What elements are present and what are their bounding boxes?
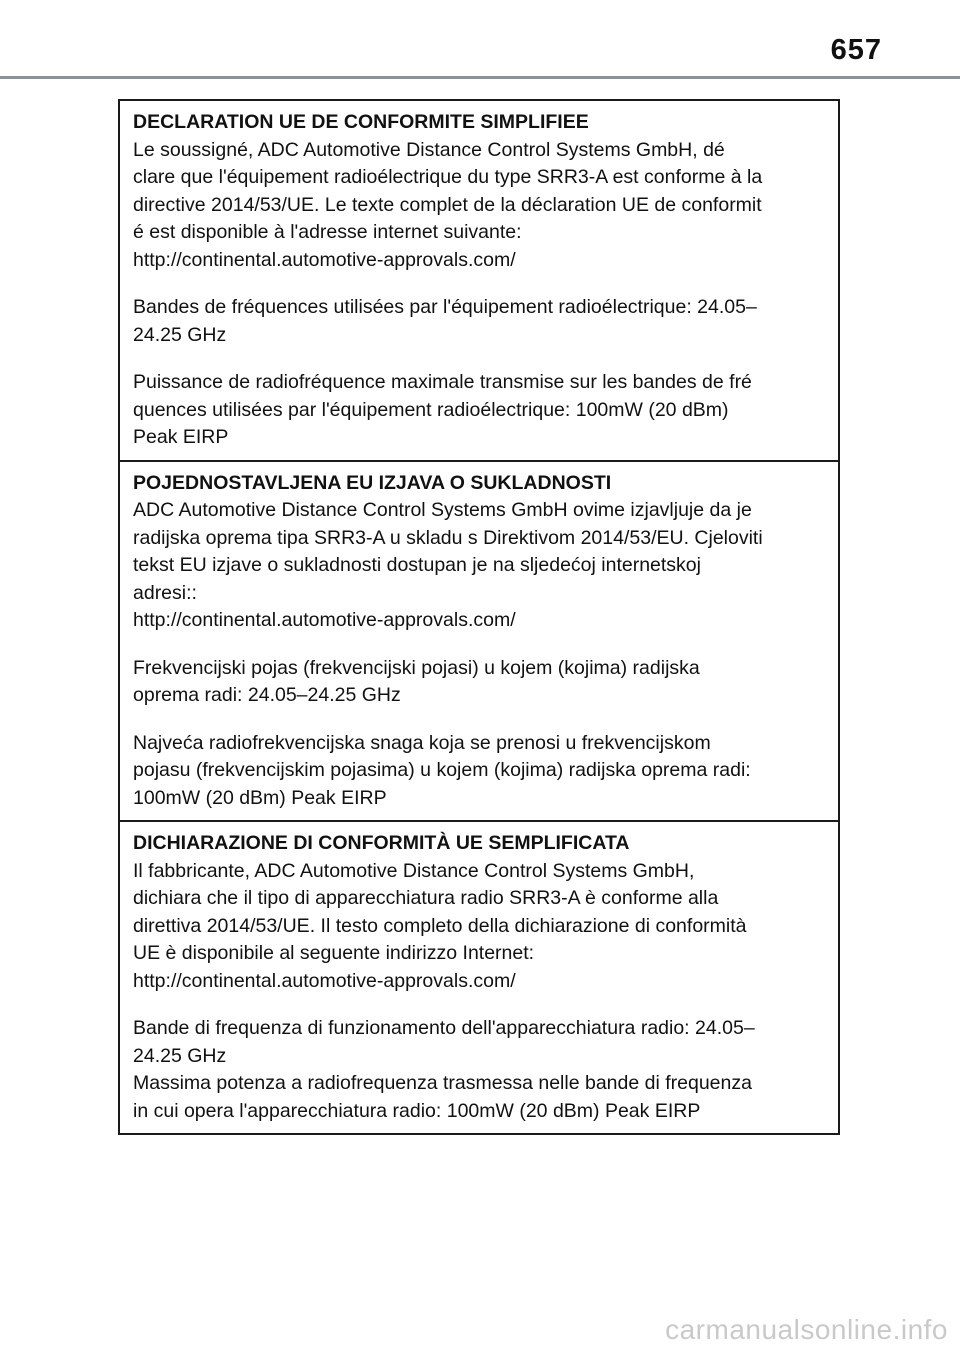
text-line: quences utilisées par l'équipement radioélectrique: 100mW (20 dBm) bbox=[133, 398, 729, 421]
paragraph bbox=[133, 655, 824, 710]
paragraph bbox=[133, 497, 824, 635]
text-line: 100mW (20 dBm) Peak EIRP bbox=[133, 786, 387, 809]
text-line: UE è disponibile al seguente indirizzo Internet: bbox=[133, 942, 535, 964]
text-line: in cui opera l'apparecchiatura radio: 100mW (20 dBm) Peak EIRP bbox=[133, 1099, 701, 1122]
paragraph bbox=[133, 1015, 824, 1125]
paragraph bbox=[133, 294, 824, 349]
header-rule bbox=[0, 76, 960, 79]
declarations-table bbox=[118, 99, 840, 1135]
text-line: oprema radi: 24.05–24.25 GHz bbox=[133, 684, 401, 706]
declaration-section-hr bbox=[120, 460, 838, 821]
paragraph-gap bbox=[133, 349, 824, 369]
text-line: Bandes de fréquences utilisées par l'équipement radioélectrique: 24.05– bbox=[133, 296, 757, 318]
url-text: http://continental.automotive-approvals.com/ bbox=[133, 248, 516, 271]
text-line: Il fabbricante, ADC Automotive Distance Control Systems GmbH, bbox=[133, 859, 695, 882]
text-line: ADC Automotive Distance Control Systems GmbH ovime izjavljuje da je bbox=[133, 499, 752, 521]
text-line: Najveća radiofrekvencijska snaga koja se prenosi u frekvencijskom bbox=[133, 731, 711, 754]
text-line: tekst EU izjave o sukladnosti dostupan je na sljedećoj internetskoj bbox=[133, 554, 701, 576]
text-line: clare que l'équipement radioélectrique du type SRR3-A est conforme à la bbox=[133, 166, 763, 188]
text-line: directive 2014/53/UE. Le texte complet de la déclaration UE de conformit bbox=[133, 193, 762, 216]
paragraph-gap bbox=[133, 274, 824, 294]
page-number: 657 bbox=[830, 34, 882, 66]
text-line: Le soussigné, ADC Automotive Distance Control Systems GmbH, dé bbox=[133, 138, 725, 161]
section-title: POJEDNOSTAVLJENA EU IZJAVA O SUKLADNOSTI bbox=[133, 471, 612, 494]
text-line: 24.25 GHz bbox=[133, 1044, 227, 1067]
section-title: DICHIARAZIONE DI CONFORMITÀ UE SEMPLIFICATA bbox=[133, 832, 630, 854]
declaration-section-it bbox=[120, 820, 838, 1133]
text-line: Massima potenza a radiofrequenza trasmessa nelle bande di frequenza bbox=[133, 1072, 752, 1094]
text-line: é est disponible à l'adresse internet suivante: bbox=[133, 221, 522, 243]
watermark: carmanualsonline.info bbox=[665, 1314, 948, 1345]
declaration-section-fr bbox=[120, 101, 838, 460]
text-line: Puissance de radiofréquence maximale transmise sur les bandes de fré bbox=[133, 371, 752, 393]
paragraph-gap bbox=[133, 635, 824, 655]
text-line: adresi:: bbox=[133, 581, 197, 604]
url-text: http://continental.automotive-approvals.com/ bbox=[133, 609, 516, 631]
text-line: pojasu (frekvencijskim pojasima) u kojem (kojima) radijska oprema radi: bbox=[133, 759, 751, 781]
text-line: radijska oprema tipa SRR3-A u skladu s Direktivom 2014/53/EU. Cjeloviti bbox=[133, 526, 763, 549]
text-line: 24.25 GHz bbox=[133, 323, 227, 346]
url-text: http://continental.automotive-approvals.com/ bbox=[133, 969, 516, 992]
paragraph bbox=[133, 137, 824, 275]
paragraph bbox=[133, 369, 824, 452]
text-line: direttiva 2014/53/UE. Il testo completo della dichiarazione di conformità bbox=[133, 914, 747, 937]
paragraph-gap bbox=[133, 710, 824, 730]
paragraph bbox=[133, 858, 824, 996]
text-line: Peak EIRP bbox=[133, 426, 229, 448]
paragraph bbox=[133, 730, 824, 813]
text-line: Bande di frequenza di funzionamento dell'apparecchiatura radio: 24.05– bbox=[133, 1017, 755, 1039]
section-title: DECLARATION UE DE CONFORMITE SIMPLIFIEE bbox=[133, 111, 589, 133]
text-line: dichiara che il tipo di apparecchiatura radio SRR3-A è conforme alla bbox=[133, 887, 719, 909]
text-line: Frekvencijski pojas (frekvencijski pojasi) u kojem (kojima) radijska bbox=[133, 656, 700, 679]
paragraph-gap bbox=[133, 995, 824, 1015]
